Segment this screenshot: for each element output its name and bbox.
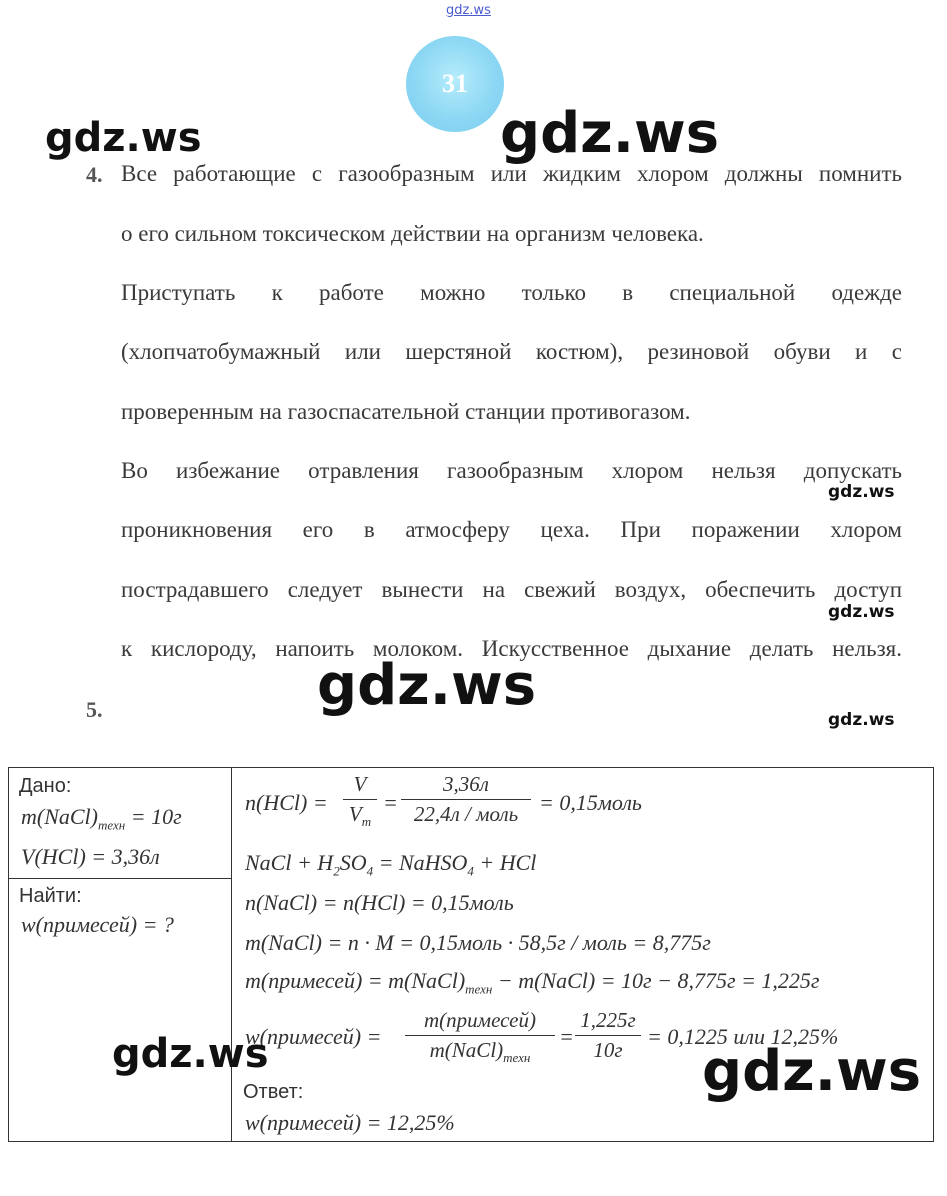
reaction-equation: NaCl + $H_2SO_4$ = NaHSO$_4$ + HCl xyxy=(245,850,537,879)
formula-line: m(примесей) = $m(NaCl)_{техн}$ − m(NaCl) = 10г − 8,775г = 1,225г xyxy=(245,968,820,997)
paragraph-line: Во избежание отравления газообразным хлором нельзя допускать xyxy=(121,458,902,483)
formula-result: = 0,1225 или 12,25% xyxy=(647,1024,839,1049)
watermark: gdz.ws xyxy=(45,115,202,161)
task-number: 5. xyxy=(86,697,103,722)
find-label: Найти: xyxy=(19,885,82,907)
fraction: 3,36л 22,4л / моль xyxy=(401,774,531,825)
paragraph-line: проникновения его в атмосферу цеха. При поражении хлором xyxy=(121,517,902,542)
fraction: V $V_m$ xyxy=(343,774,377,828)
answer-label: Ответ: xyxy=(243,1081,304,1103)
watermark-top: gdz.ws xyxy=(446,3,491,18)
find-item: w(примесей) = ? xyxy=(21,912,174,937)
watermark: gdz.ws xyxy=(112,1031,269,1077)
task-number: 4. xyxy=(86,162,103,187)
given-label: Дано: xyxy=(19,775,72,797)
watermark: gdz.ws xyxy=(828,482,895,502)
watermark: gdz.ws xyxy=(500,101,720,166)
paragraph-line: Все работающие с газообразным или жидким хлором должны помнить xyxy=(121,161,902,186)
table-divider xyxy=(231,768,232,1141)
equals-sign: = xyxy=(383,790,398,815)
paragraph-line: Приступать к работе можно только в специальной одежде xyxy=(121,280,902,305)
paragraph-line: проверенным на газоспасательной станции противогазом. xyxy=(121,399,691,424)
answer-value: w(примесей) = 12,25% xyxy=(245,1110,455,1135)
paragraph-line: пострадавшего следует вынести на свежий воздух, обеспечить доступ xyxy=(121,577,902,602)
formula-line: n(NaCl) = n(HCl) = 0,15моль xyxy=(245,890,514,915)
given-mass: $m(NaCl)_{техн} = 10г$ xyxy=(21,804,182,833)
paragraph-line: к кислороду, напоить молоком. Искусственное дыхание делать нельзя. xyxy=(121,636,902,661)
watermark: gdz.ws xyxy=(702,1039,922,1104)
formula-line: m(NaCl) = n · M = 0,15моль · 58,5г / моль = 8,775г xyxy=(245,930,711,955)
page-number-badge: 31 xyxy=(406,36,504,132)
table-divider xyxy=(9,878,231,879)
watermark: gdz.ws xyxy=(828,710,895,730)
given-volume: V(HCl) = 3,36л xyxy=(21,844,160,869)
formula-result: = 0,15моль xyxy=(539,790,642,815)
watermark: gdz.ws xyxy=(317,653,537,718)
paragraph-line: о его сильном токсическом действии на организм человека. xyxy=(121,221,704,246)
equals-sign: = xyxy=(559,1024,574,1049)
watermark: gdz.ws xyxy=(828,602,895,622)
formula-lhs: w(примесей) = xyxy=(245,1024,382,1049)
formula-lhs: n(HCl) = xyxy=(245,790,328,815)
fraction: m(примесей) $m(NaCl)_{техн}$ xyxy=(405,1010,555,1064)
fraction: 1,225г 10г xyxy=(575,1010,641,1061)
paragraph-line: (хлопчатобумажный или шерстяной костюм), резиновой обуви и с xyxy=(121,339,902,364)
